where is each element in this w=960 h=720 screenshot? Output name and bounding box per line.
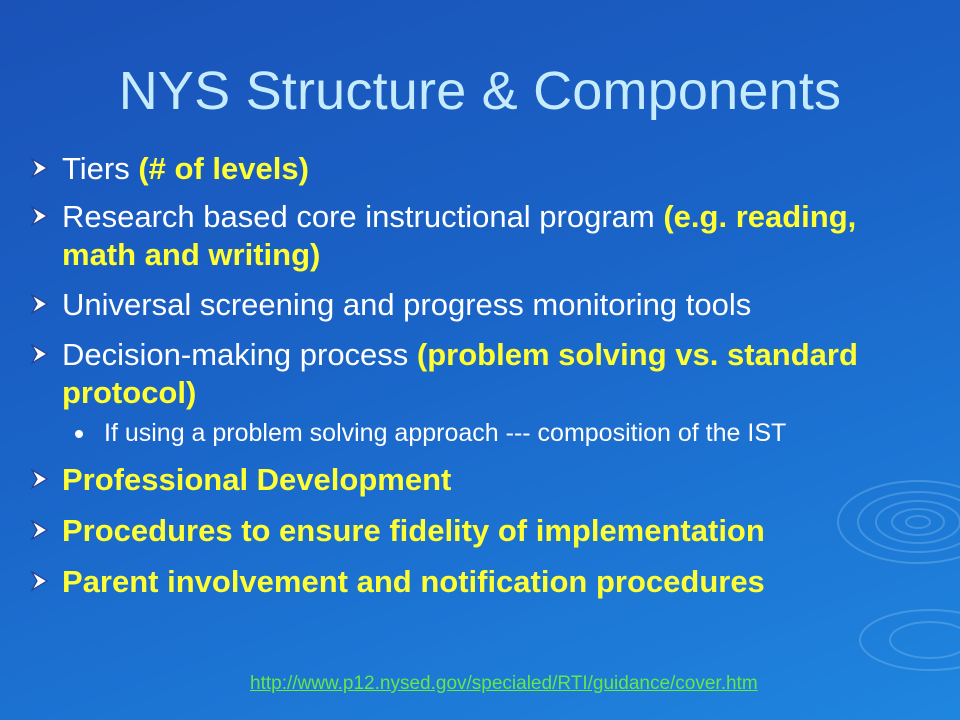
bullet-highlight: Procedures to ensure fidelity of implementation — [62, 513, 765, 548]
bullet-text: Research based core instructional program — [62, 199, 664, 234]
arrow-right-icon — [28, 466, 52, 492]
arrow-right-icon — [28, 341, 52, 367]
arrow-right-icon — [28, 291, 52, 317]
bullet-professional-development — [28, 461, 938, 499]
bullet-parent-involvement — [28, 563, 938, 601]
arrow-right-icon — [28, 568, 52, 594]
bullet-decision-making — [28, 336, 938, 412]
dot-bullet-icon — [75, 430, 83, 438]
bullet-highlight: (e.g. reading, math and writing) — [62, 199, 857, 272]
bullet-screening-tools — [28, 286, 938, 324]
sub-bullet-ist — [28, 418, 938, 449]
bullet-highlight: Parent involvement and notification procedures — [62, 564, 765, 599]
slide-title: NYS Structure & Components — [118, 61, 842, 121]
bullet-fidelity-procedures — [28, 512, 938, 550]
arrow-right-icon — [28, 155, 52, 181]
bullet-core-program — [28, 198, 938, 274]
bullet-highlight: Professional Development — [62, 462, 452, 497]
arrow-right-icon — [28, 517, 52, 543]
bullet-list — [28, 150, 938, 601]
bullet-highlight: (# of levels) — [138, 151, 309, 186]
bullet-tiers — [28, 150, 938, 188]
sub-bullet-text: If using a problem solving approach --- composition of the IST — [104, 419, 787, 447]
guidance-link[interactable]: http://www.p12.nysed.gov/specialed/RTI/guidance/cover.htm — [250, 673, 758, 694]
bullet-text: Decision-making process — [62, 337, 417, 372]
arrow-right-icon — [28, 203, 52, 229]
bullet-highlight: (problem solving vs. standard protocol) — [62, 337, 858, 410]
bullet-text: Tiers — [62, 151, 139, 186]
bullet-text: Universal screening and progress monitoring tools — [62, 287, 752, 322]
